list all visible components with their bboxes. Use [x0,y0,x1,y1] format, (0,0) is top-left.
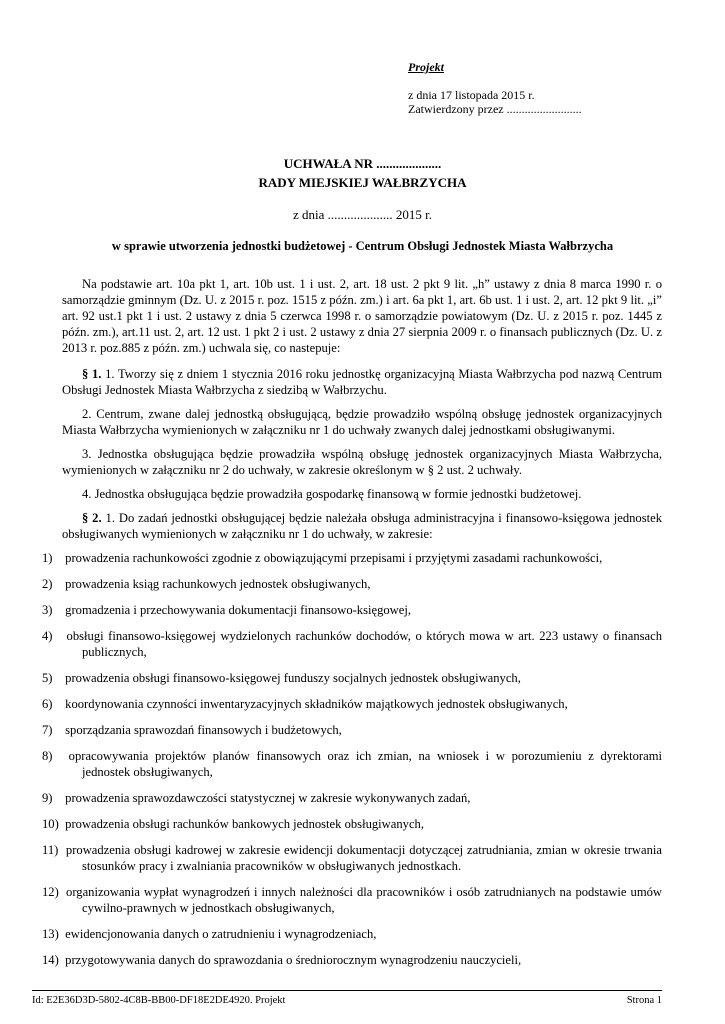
header-date: z dnia 17 listopada 2015 r. [408,88,535,102]
list-item: 13) ewidencjonowania danych o zatrudnieniu i wynagrodzeniach, [42,927,377,941]
list-item-text: gromadzenia i przechowywania dokumentacji finansowo-księgowej, [65,603,412,617]
document-id: Id: E2E36D3D-5802-4C8B-BB00-DF18E2DE4920. Projekt [32,995,286,1006]
list-item: 3) gromadzenia i przechowywania dokumentacji finansowo-księgowej, [42,603,412,617]
list-item-text: obsługi finansowo-księgowej wydzielonych rachunków dochodów, o których mowa w art. 223 ustawy o finansach publicznych, [66,629,662,659]
resolution-date: z dnia .................... 2015 r. [292,207,432,222]
list-item-text: opracowywania projektów planów finansowych oraz ich zmian, na wniosek i w porozumieniu z dyrektorami jednostek obsługiwanych, [68,749,662,779]
section-2-paragraph-1-text: 1. Do zadań jednostki obsługującej będzie należała obsługa administracyjna i finansowo-księgowa jednostek obsługiwanych wymienionych w załączniku nr 1 do uchwały, w zakresie: [62,511,663,541]
list-item-text: prowadzenia obsługi kadrowej w zakresie ewidencji dokumentacji dotyczącej zatrudniania, zmian w okresie trwania stosunków pracy i zwalniania pracowników w obsługiwanych jednostkach. [65,843,662,873]
list-item-text: prowadzenia rachunkowości zgodnie z obowiązującymi przepisami i przyjętymi zasadami rachunkowości, [65,551,603,565]
document-body [42,276,663,978]
section-1-paragraph-1-text: 1. Tworzy się z dniem 1 stycznia 2016 roku jednostkę organizacyjną Miasta Wałbrzycha pod nazwą Centrum Obsługi Jednostek Miasta Wałbrzycha z siedzibą w Wałbrzychu. [62,367,663,397]
list-item-text: koordynowania czynności inwentaryzacyjnych składników majątkowych jednostek obsługiwanych, [65,697,568,711]
footer-divider [32,990,662,991]
page-number: Strona 1 [626,995,662,1006]
list-item: 1) prowadzenia rachunkowości zgodnie z obowiązującymi przepisami i przyjętymi zasadami rachunkowości, [42,551,603,565]
section-1-paragraph-3: 3. Jednostka obsługująca będzie prowadziła wspólną obsługę jednostek organizacyjnych Miasta Wałbrzycha, wymienionych w załączniku nr 2 do uchwały, w zakresie określonym w § 2 ust. 2 uchwały. [62,447,662,477]
section-1-paragraph-1 [62,366,662,398]
header-approved-by: Zatwierdzony przez ......................... [408,102,582,116]
list-item: 10) prowadzenia obsługi rachunków bankowych jednostek obsługiwanych, [42,817,424,831]
list-item-text: prowadzenia obsługi finansowo-księgowej funduszy socjalnych jednostek obsługiwanych, [65,671,521,685]
list-item: 8) opracowywania projektów planów finansowych oraz ich zmian, na wniosek i w porozumieniu z dyrektorami jednostek obsługiwanych, [42,749,662,779]
section-1-paragraph-4: 4. Jednostka obsługująca będzie prowadziła gospodarkę finansową w formie jednostki budżetowej. [82,487,582,501]
section-1-mark: § 1. [82,367,102,381]
list-item: 5) prowadzenia obsługi finansowo-księgowej funduszy socjalnych jednostek obsługiwanych, [42,671,521,685]
task-list [42,550,663,968]
list-item: 7) sporządzania sprawozdań finansowych i budżetowych, [42,723,342,737]
list-item-text: przygotowywania danych do sprawozdania o średniorocznym wynagrodzeniu nauczycieli, [65,953,522,967]
list-item-text: organizowania wypłat wynagrodzeń i innych należności dla pracowników i osób zatrudnianych na podstawie umów cywilno-prawnych w jednostkach obsługiwanych, [66,885,663,915]
resolution-subject: w sprawie utworzenia jednostki budżetowej - Centrum Obsługi Jednostek Miasta Wałbrzycha [111,239,614,253]
council-name: RADY MIEJSKIEJ WAŁBRZYCHA [258,175,467,190]
section-1-paragraph-2: 2. Centrum, zwane dalej jednostką obsługującą, będzie prowadziło wspólną obsługę jednostek organizacyjnych Miasta Wałbrzycha wymienionych w załączniku nr 1 do uchwały zwanych dalej jednostkami obsługiwanymi. [62,407,662,437]
list-item-text: prowadzenia ksiąg rachunkowych jednostek obsługiwanych, [65,577,371,591]
list-item-text: sporządzania sprawozdań finansowych i budżetowych, [65,723,342,737]
list-item-text: ewidencjonowania danych o zatrudnieniu i wynagrodzeniach, [65,927,377,941]
section-2-mark: § 2. [82,511,102,525]
list-item: 12) organizowania wypłat wynagrodzeń i innych należności dla pracowników i osób zatrudnianych na podstawie umów cywilno-prawnych w jednostkach obsługiwanych, [42,885,663,915]
list-item: 4) obsługi finansowo-księgowej wydzielonych rachunków dochodów, o których mowa w art. 223 ustawy o finansach publicznych, [42,629,662,659]
preamble: Na podstawie art. 10a pkt 1, art. 10b ust. 1 i ust. 2, art. 18 ust. 2 pkt 9 lit. „h” ustawy z dnia 8 marca 1990 r. o samorządzie gminnym (Dz. U. z 2015 r. poz. 1515 z późn. zm.) i art. 6a pkt 1, art. 6b ust. 1 i ust. 2, art. 12 pkt 9 lit. „i” art. 92 ust.1 pkt 1 i ust. 2 ustawy z dnia 5 czerwca 1998 r. o samorządzie powiatowym (Dz. U. z 2015 r. poz. 1445 z późn. zm.), art.11 ust. 2, art. 12 ust. 1 pkt 2 i ust. 2 ustawy z dnia 27 sierpnia 2009 r. o finansach publicznych (Dz. U. z 2013 r. poz.885 z późn. zm.) uchwala się, co nastepuje: [62,277,662,355]
list-item-text: prowadzenia obsługi rachunków bankowych jednostek obsługiwanych, [65,817,424,831]
list-item-text: prowadzenia sprawozdawczości statystycznej w zakresie wykonywanych zadań, [65,791,471,805]
list-item: 11) prowadzenia obsługi kadrowej w zakresie ewidencji dokumentacji dotyczącej zatrudniania, zmian w okresie trwania stosunków pracy i zwalniania pracowników w obsługiwanych jednostkach. [42,843,662,873]
list-item: 6) koordynowania czynności inwentaryzacyjnych składników majątkowych jednostek obsługiwanych, [42,697,568,711]
section-2-paragraph-1 [62,510,662,542]
project-label: Projekt [408,60,444,74]
list-item: 14) przygotowywania danych do sprawozdania o średniorocznym wynagrodzeniu nauczycieli, [42,953,522,967]
resolution-number: UCHWAŁA NR .................... [283,156,442,171]
list-item: 9) prowadzenia sprawozdawczości statystycznej w zakresie wykonywanych zadań, [42,791,471,805]
list-item: 2) prowadzenia ksiąg rachunkowych jednostek obsługiwanych, [42,577,371,591]
